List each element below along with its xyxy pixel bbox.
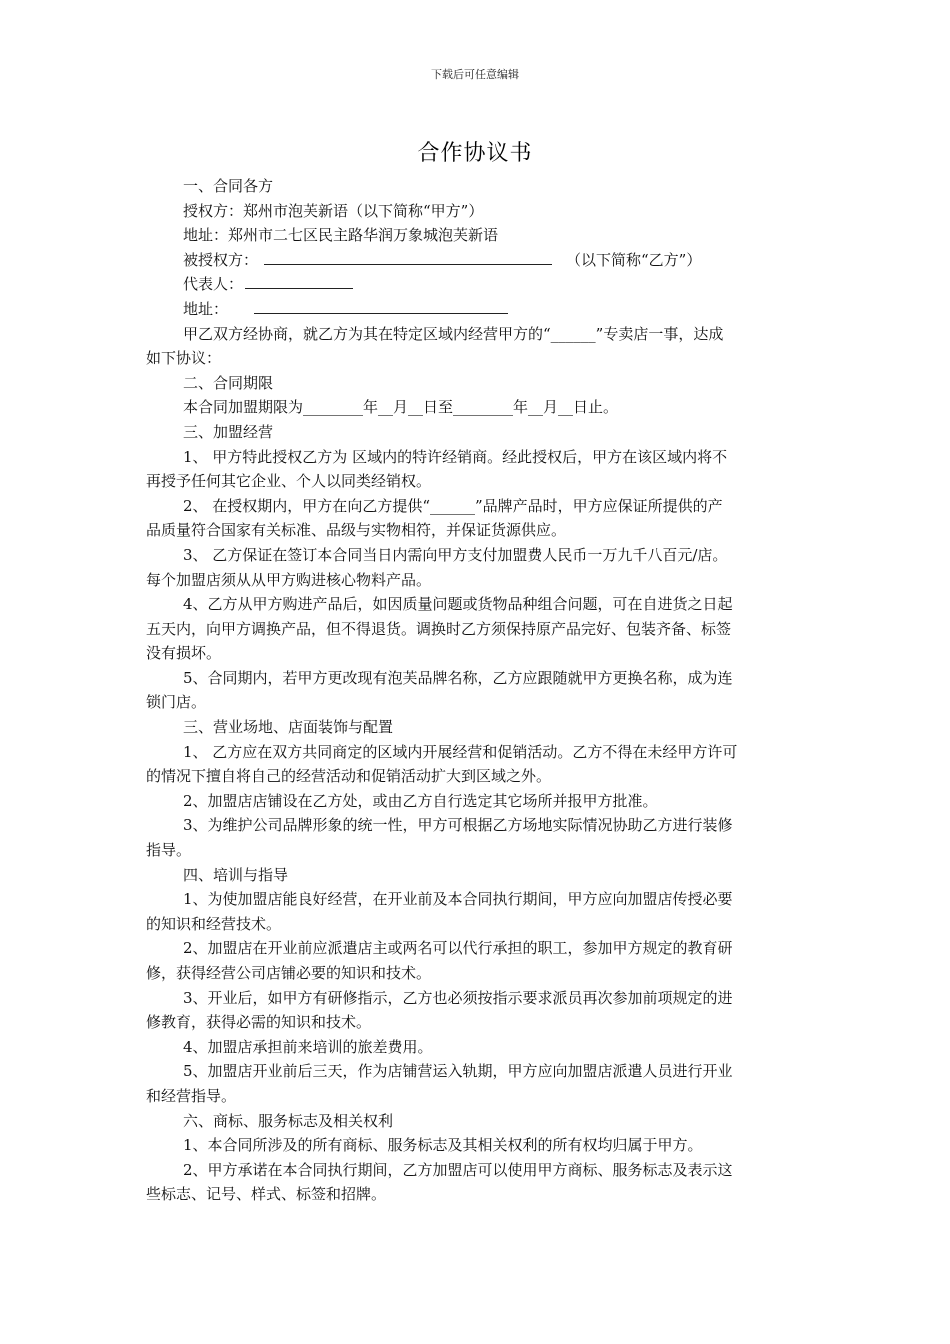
section-heading-franchise: 三、加盟经营 (183, 422, 274, 441)
paragraph-line: 再授予任何其它企业、个人以同类经销权。 (146, 472, 432, 491)
grantor-line: 授权方：郑州市泡芙新语（以下简称“甲方”） (183, 201, 484, 220)
paragraph-line: 2、加盟店店铺设在乙方处，或由乙方自行选定其它场所并报甲方批准。 (183, 791, 658, 810)
grantee-blank (264, 249, 552, 265)
grantee-address-line (146, 297, 806, 322)
paragraph-line: 修，获得经营公司店铺必要的知识和技术。 (146, 964, 432, 982)
paragraph-line: 指导。 (146, 841, 192, 860)
header-note: 下载后可任意编辑 (431, 68, 519, 81)
representative-line (146, 272, 806, 297)
paragraph-line: 1、 甲方特此授权乙方为 区域内的特许经销商。经此授权后，甲方在该区域内将不 (183, 447, 728, 466)
grantee-label: 被授权方： (183, 250, 259, 269)
paragraph-line: 每个加盟店须从从甲方购进核心物料产品。 (146, 570, 432, 589)
paragraph-line: 1、 乙方应在双方共同商定的区域内开展经营和促销活动。乙方不得在未经甲方许可 (183, 742, 738, 761)
representative-label: 代表人： (183, 275, 244, 294)
grantee-line (146, 248, 806, 273)
paragraph-line: 品质量符合国家有关标准、品级与实物相符，并保证货源供应。 (146, 521, 567, 540)
paragraph-line: 2、 在授权期内，甲方在向乙方提供“______”品牌产品时，甲方应保证所提供的产 (183, 496, 723, 515)
paragraph-line: 2、甲方承诺在本合同执行期间，乙方加盟店可以使用甲方商标、服务标志及表示这 (183, 1160, 733, 1179)
page-title: 合作协议书 (417, 141, 533, 166)
paragraph-line: 2、加盟店在开业前应派遣店主或两名可以代行承担的职工，参加甲方规定的教育研 (183, 939, 733, 958)
intro-line-2: 如下协议： (146, 349, 222, 368)
paragraph-line: 修教育，获得必需的知识和技术。 (146, 1013, 372, 1032)
paragraph-line: 4、加盟店承担前来培训的旅差费用。 (183, 1037, 433, 1056)
section-heading-term: 二、合同期限 (183, 373, 274, 392)
contract-body (146, 174, 806, 1207)
grantee-suffix: （以下简称“乙方”） (566, 250, 702, 269)
section-heading-premises: 三、营业场地、店面装饰与配置 (183, 718, 394, 737)
intro-line-1: 甲乙双方经协商，就乙方为其在特定区域内经营甲方的“______”专卖店一事，达成 (183, 324, 724, 343)
paragraph-line: 4、乙方从甲方购进产品后，如因质量问题或货物品种组合问题，可在自进货之日起 (183, 595, 733, 614)
paragraph-line: 3、为维护公司品牌形象的统一性，甲方可根据乙方场地实际情况协助乙方进行装修 (183, 816, 733, 835)
paragraph-line: 3、开业后，如甲方有研修指示，乙方也必须按指示要求派员再次参加前项规定的进 (183, 988, 733, 1007)
term-line: 本合同加盟期限为________年__月__日至________年__月__日止。 (183, 398, 619, 417)
paragraph-line: 3、 乙方保证在签订本合同当日内需向甲方支付加盟费人民币一万九千八百元/店。 (183, 545, 728, 564)
paragraph-line: 的知识和经营技术。 (146, 914, 282, 933)
section-heading-trademark: 六、商标、服务标志及相关权利 (183, 1111, 394, 1130)
paragraph-line: 的情况下擅自将自己的经营活动和促销活动扩大到区域之外。 (146, 767, 552, 786)
paragraph-line: 锁门店。 (146, 693, 207, 712)
representative-blank (245, 273, 353, 289)
paragraph-line: 5、合同期内，若甲方更改现有泡芙品牌名称，乙方应跟随就甲方更换名称，成为连 (183, 668, 733, 687)
address-blank (254, 298, 508, 314)
paragraph-line: 些标志、记号、样式、标签和招牌。 (146, 1185, 387, 1204)
paragraph-line: 5、加盟店开业前后三天，作为店铺营运入轨期，甲方应向加盟店派遣人员进行开业 (183, 1062, 733, 1081)
paragraph-line: 没有损坏。 (146, 644, 222, 663)
paragraph-line: 五天内，向甲方调换产品，但不得退货。调换时乙方须保持原产品完好、包装齐备、标签 (146, 619, 732, 638)
section-heading-training: 四、培训与指导 (183, 865, 289, 884)
section-heading-parties: 一、合同各方 (183, 177, 274, 195)
address-label: 地址： (183, 299, 229, 318)
paragraph-line: 1、本合同所涉及的所有商标、服务标志及其相关权利的所有权均归属于甲方。 (183, 1136, 703, 1155)
paragraph-line: 和经营指导。 (146, 1086, 237, 1105)
grantor-address-line: 地址：郑州市二七区民主路华润万象城泡芙新语 (183, 226, 499, 245)
paragraph-line: 1、为使加盟店能良好经营，在开业前及本合同执行期间，甲方应向加盟店传授必要 (183, 890, 733, 909)
